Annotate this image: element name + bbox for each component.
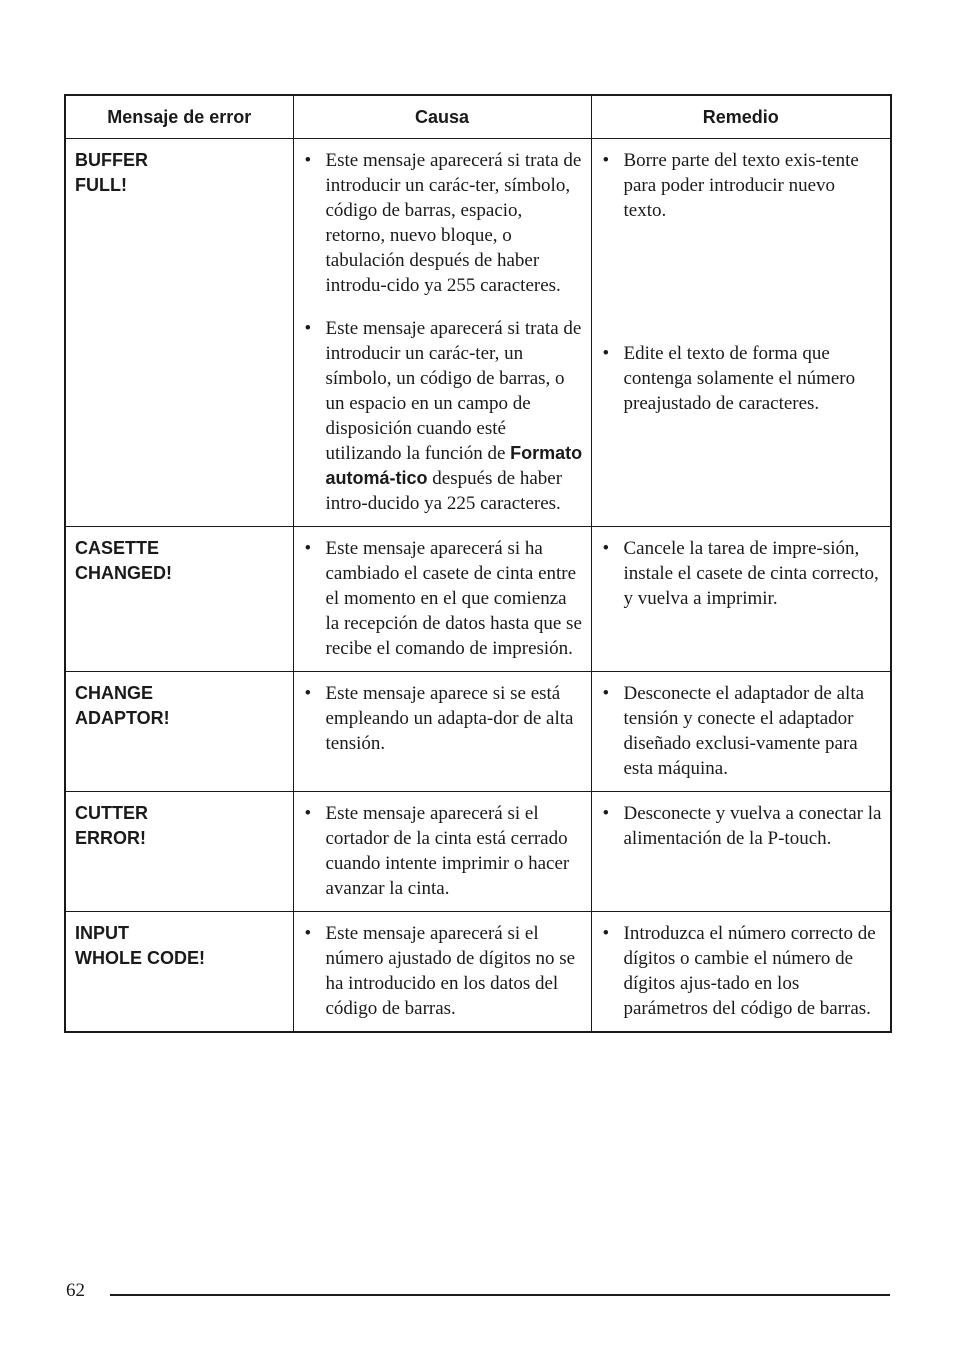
cause-item: • Este mensaje aparece si se está empleando un adapta-dor de alta tensión. [303,681,583,756]
cause-cell [293,672,591,792]
table-header-row [65,95,891,139]
remedy-cell [591,527,891,672]
header-remedy: Remedio [591,95,891,139]
cause-item: • Este mensaje aparecerá si el cortador de la cinta está cerrado cuando intente imprimir o hacer avanzar la cinta. [303,801,583,901]
error-message-line: INPUT [75,923,129,943]
table-row [65,672,891,792]
error-message-cell [65,792,293,912]
cause-item: • Este mensaje aparecerá si el número ajustado de dígitos no se ha introducido en los datos del código de barras. [303,921,583,1021]
table-row [65,139,891,527]
error-message-cell [65,139,293,527]
error-message-line: ERROR! [75,828,146,848]
error-message-line: CHANGE [75,683,154,703]
error-message-cell [65,912,293,1033]
remedy-cell [591,672,891,792]
remedy-item: • Desconecte el adaptador de alta tensión y conecte el adaptador diseñado exclusi-vamente para esta máquina. [601,681,883,781]
cause-item: • Este mensaje aparecerá si ha cambiado el casete de cinta entre el momento en el que comienza la recepción de datos hasta que se recibe el comando de impresión. [303,536,583,661]
footer-divider [110,1294,890,1296]
table-row [65,912,891,1033]
cause-cell [293,139,591,527]
cause-text: después de haber intro-ducido ya 225 caracteres. [325,468,563,514]
remedy-item: • Desconecte y vuelva a conectar la alimentación de la P-touch. [601,801,883,851]
cause-item: • Este mensaje aparecerá si trata de introducir un carác-ter, símbolo, código de barras, espacio, retorno, nuevo bloque, o tabulación después de haber introdu-cido ya 255 caracteres. [303,148,583,298]
remedy-cell [591,139,891,527]
error-message-line: CASETTE [75,538,160,558]
error-message-line: CHANGED! [75,563,172,583]
header-message: Mensaje de error [65,95,293,139]
remedy-cell [591,912,891,1033]
remedy-item: • Cancele la tarea de impre-sión, instale el casete de cinta correcto, y vuelva a imprimir. [601,536,883,611]
page-number: 62 [66,1280,85,1301]
error-message-line: CUTTER [75,803,148,823]
cause-cell [293,527,591,672]
cause-text: Este mensaje aparecerá si trata de introducir un carác-ter, un símbolo, un código de barras, o un espacio en un campo de disposición cuando esté utilizando la función de [325,318,582,464]
error-message-line: WHOLE CODE! [75,948,205,968]
remedy-cell [591,792,891,912]
remedy-item: • Edite el texto de forma que contenga solamente el número preajustado de caracteres. [601,341,883,416]
auto-format-keyword: Formato automá-tico [325,443,583,488]
header-cause: Causa [293,95,591,139]
error-message-cell [65,527,293,672]
remedy-item: • Borre parte del texto exis-tente para poder introducir nuevo texto. [601,148,883,323]
cause-cell [293,912,591,1033]
error-message-line: ADAPTOR! [75,708,170,728]
error-message-cell [65,672,293,792]
remedy-item: • Introduzca el número correcto de dígitos o cambie el número de dígitos ajus-tado en los parámetros del código de barras. [601,921,883,1021]
error-message-line: BUFFER [75,150,148,170]
cause-item [303,316,583,516]
table-row [65,527,891,672]
error-message-line: FULL! [75,175,127,195]
cause-cell [293,792,591,912]
table-row [65,792,891,912]
error-message-table [64,94,892,1033]
